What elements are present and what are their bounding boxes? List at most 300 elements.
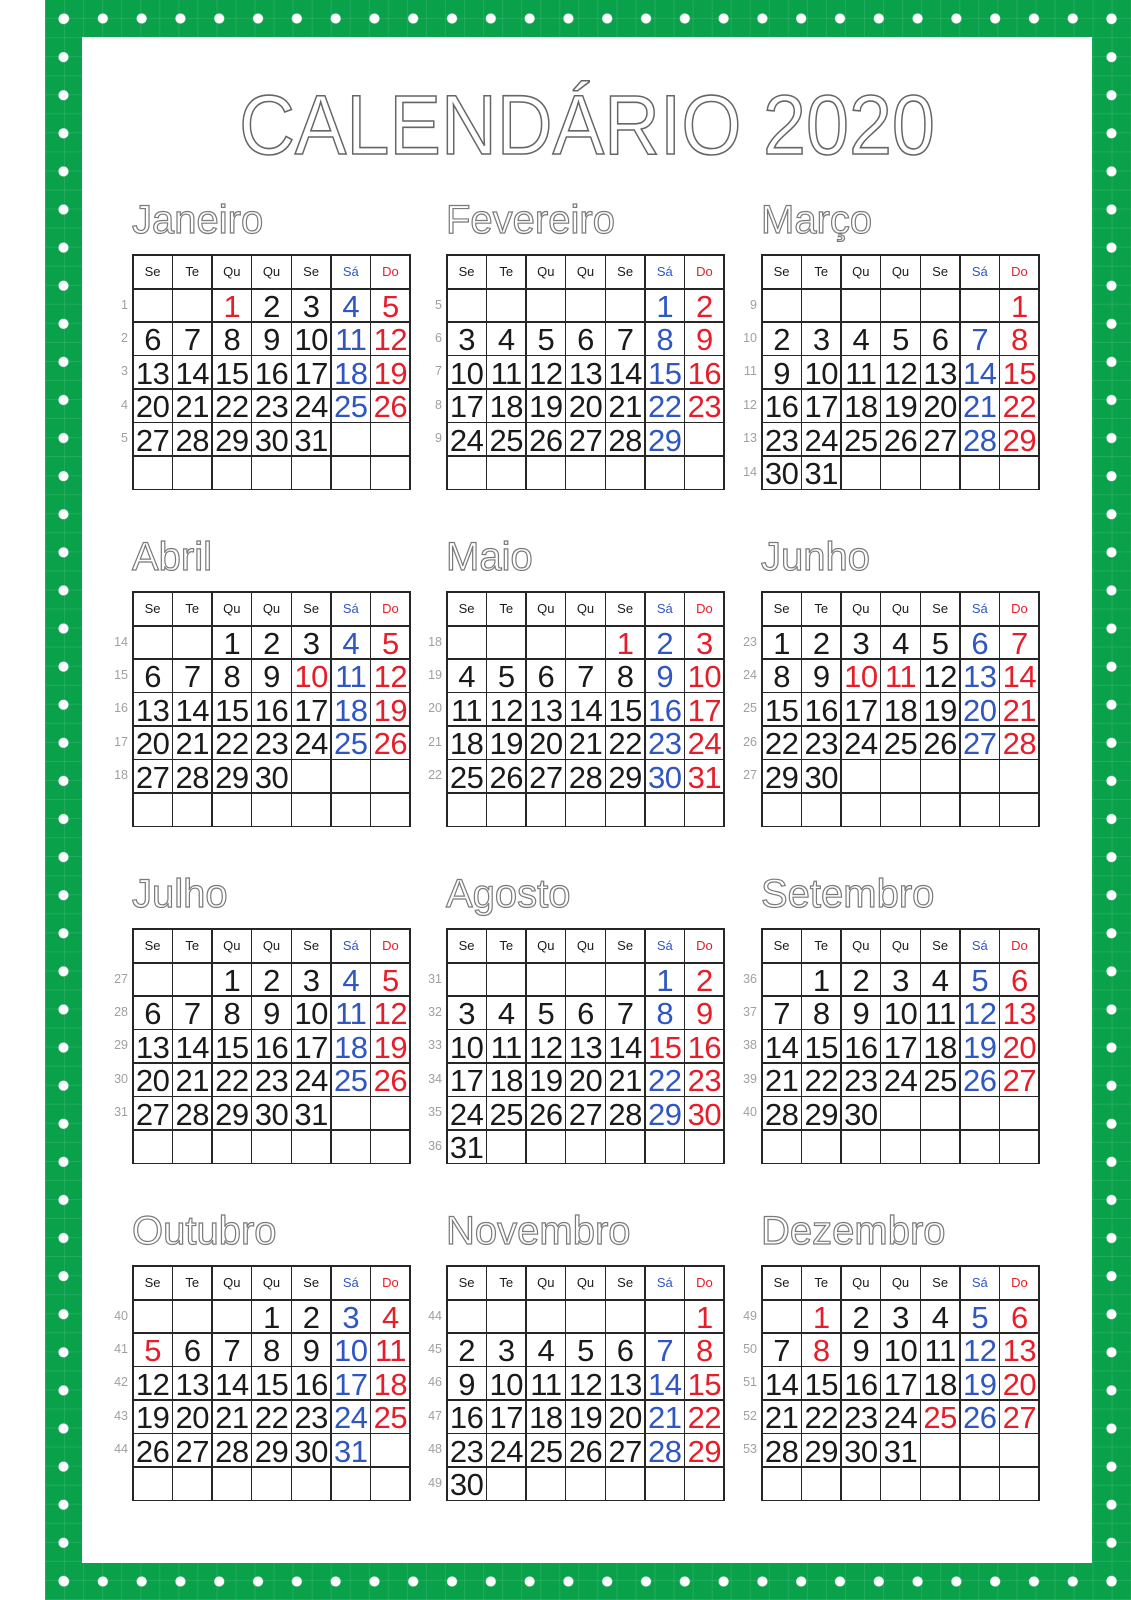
day-cell: 22 [213,1064,251,1096]
day-cell: 28 [763,1097,801,1129]
day-cell: 13 [173,1367,211,1399]
day-cell: 17 [292,1030,330,1062]
week-number: 32 [428,1004,442,1019]
day-cell: 13 [961,660,999,692]
day-cell [606,794,644,826]
day-cell: 21 [606,390,644,422]
weekday-header: Se [448,593,486,626]
week-number: 7 [435,364,442,379]
day-cell: 27 [134,760,172,792]
day-cell [921,1131,959,1163]
day-cell: 24 [842,727,880,759]
day-cell: 19 [134,1401,172,1433]
weekday-header: Sá [646,1267,684,1300]
weekday-header: Te [487,593,525,626]
day-cell: 17 [292,693,330,725]
day-cell: 15 [763,693,801,725]
month-grid [132,254,411,490]
month-name: Dezembro [761,1209,946,1253]
day-cell [842,1131,880,1163]
day-cell: 23 [802,727,840,759]
week-number: 49 [743,1308,757,1323]
day-cell [371,1097,409,1129]
day-cell: 29 [213,760,251,792]
day-cell: 22 [685,1401,723,1433]
day-cell: 8 [213,997,251,1029]
day-cell: 1 [646,290,684,322]
week-number: 15 [114,667,128,682]
day-cell: 9 [252,660,290,692]
day-cell: 13 [606,1367,644,1399]
day-cell: 13 [921,356,959,388]
weekday-header: Qu [566,256,604,289]
day-cell: 20 [566,390,604,422]
day-cell: 18 [921,1367,959,1399]
day-cell: 25 [921,1064,959,1096]
week-number: 1 [121,297,128,312]
day-cell: 24 [881,1401,919,1433]
day-cell: 13 [566,356,604,388]
weekday-header: Qu [881,593,919,626]
day-cell: 25 [921,1401,959,1433]
week-number: 47 [428,1408,442,1423]
day-cell: 19 [881,390,919,422]
month-grid [446,928,725,1164]
day-cell: 5 [487,660,525,692]
day-cell: 7 [566,660,604,692]
weekday-header: Do [685,593,723,626]
day-cell [802,1468,840,1500]
day-cell [881,457,919,489]
day-cell: 11 [881,660,919,692]
day-cell: 17 [332,1367,370,1399]
week-number [733,1131,757,1163]
weekday-header: Te [173,1267,211,1300]
day-cell: 28 [961,423,999,455]
day-cell: 1 [802,1301,840,1333]
day-cell: 7 [606,323,644,355]
day-cell: 23 [842,1401,880,1433]
day-cell: 30 [842,1434,880,1466]
weekday-header: Te [802,1267,840,1300]
week-number: 43 [114,1408,128,1423]
month-grid [132,1265,411,1501]
day-cell [763,290,801,322]
day-cell: 14 [606,356,644,388]
day-cell: 31 [292,423,330,455]
weekday-header: Do [1000,1267,1038,1300]
day-cell [961,1468,999,1500]
day-cell: 9 [292,1334,330,1366]
border-dots-left [45,0,82,1600]
day-cell [448,290,486,322]
day-cell: 4 [881,627,919,659]
day-cell: 29 [802,1097,840,1129]
day-cell: 2 [842,1301,880,1333]
week-number: 8 [435,397,442,412]
day-cell: 7 [173,660,211,692]
day-cell [685,794,723,826]
day-cell: 14 [1000,660,1038,692]
day-cell: 3 [448,997,486,1029]
day-cell [527,627,565,659]
day-cell: 9 [763,356,801,388]
week-number: 36 [743,971,757,986]
week-number: 17 [114,734,128,749]
weekday-header: Sá [646,256,684,289]
day-cell [487,1131,525,1163]
day-cell: 14 [213,1367,251,1399]
weekday-header: Qu [881,1267,919,1300]
day-cell [173,290,211,322]
weekday-header: Qu [566,930,604,963]
weekday-header: Sá [646,930,684,963]
day-cell: 9 [252,323,290,355]
weekday-header: Se [921,256,959,289]
day-cell: 22 [213,390,251,422]
week-number [104,794,128,826]
day-cell: 10 [292,660,330,692]
day-cell: 8 [763,660,801,692]
weekday-header: Se [134,930,172,963]
day-cell [448,627,486,659]
week-number: 23 [743,634,757,649]
day-cell [566,1468,604,1500]
weekday-header: Se [292,1267,330,1300]
day-cell [842,290,880,322]
day-cell: 3 [487,1334,525,1366]
day-cell [566,627,604,659]
day-cell: 25 [527,1434,565,1466]
day-cell [763,964,801,996]
weekday-header: Do [371,593,409,626]
day-cell: 21 [763,1401,801,1433]
day-cell: 3 [802,323,840,355]
day-cell: 26 [961,1401,999,1433]
day-cell: 28 [173,1097,211,1129]
day-cell [1000,1468,1038,1500]
day-cell [252,1131,290,1163]
day-cell: 15 [685,1367,723,1399]
day-cell: 8 [685,1334,723,1366]
day-cell [448,794,486,826]
day-cell: 21 [213,1401,251,1433]
week-number: 30 [114,1071,128,1086]
day-cell: 7 [763,1334,801,1366]
weekday-header: Te [173,593,211,626]
day-cell: 15 [646,1030,684,1062]
weekday-header: Qu [527,256,565,289]
day-cell: 23 [763,423,801,455]
month-name: Outubro [132,1209,277,1253]
day-cell [527,794,565,826]
weekday-header: Se [763,1267,801,1300]
day-cell: 7 [173,997,211,1029]
day-cell [134,1468,172,1500]
day-cell: 28 [646,1434,684,1466]
day-cell: 18 [371,1367,409,1399]
day-cell: 20 [1000,1367,1038,1399]
day-cell: 21 [173,727,211,759]
day-cell [881,760,919,792]
week-number: 21 [428,734,442,749]
day-cell: 17 [881,1030,919,1062]
day-cell: 6 [566,997,604,1029]
week-number: 33 [428,1038,442,1053]
day-cell: 28 [1000,727,1038,759]
day-cell: 23 [252,1064,290,1096]
day-cell: 16 [252,356,290,388]
day-cell: 14 [961,356,999,388]
day-cell [961,1097,999,1129]
day-cell [881,290,919,322]
day-cell [213,457,251,489]
week-number: 27 [743,768,757,783]
day-cell: 25 [332,1064,370,1096]
day-cell [448,1301,486,1333]
day-cell: 19 [961,1367,999,1399]
weekday-header: Qu [566,1267,604,1300]
day-cell [921,1434,959,1466]
day-cell: 31 [881,1434,919,1466]
day-cell: 25 [487,423,525,455]
day-cell [292,794,330,826]
day-cell: 11 [487,356,525,388]
day-cell: 29 [213,1097,251,1129]
border-dots-right [1092,0,1131,1600]
day-cell: 13 [134,1030,172,1062]
day-cell: 8 [802,997,840,1029]
day-cell: 19 [921,693,959,725]
weekday-header: Qu [252,593,290,626]
week-number: 34 [428,1071,442,1086]
day-cell: 29 [802,1434,840,1466]
week-number [104,1468,128,1500]
weekday-header: Qu [881,256,919,289]
weekday-header: Qu [842,930,880,963]
week-number: 31 [114,1105,128,1120]
day-cell: 18 [448,727,486,759]
day-cell: 20 [961,693,999,725]
day-cell [332,423,370,455]
day-cell: 4 [921,964,959,996]
day-cell: 23 [252,727,290,759]
day-cell: 27 [606,1434,644,1466]
day-cell: 12 [961,997,999,1029]
day-cell [371,794,409,826]
week-number: 28 [114,1004,128,1019]
weekday-header: Sá [332,593,370,626]
day-cell: 2 [252,290,290,322]
day-cell [646,1301,684,1333]
day-cell: 31 [448,1131,486,1163]
day-cell: 15 [213,693,251,725]
week-number: 45 [428,1341,442,1356]
day-cell [921,1097,959,1129]
day-cell: 23 [252,390,290,422]
day-cell [961,457,999,489]
day-cell: 31 [292,1097,330,1129]
day-cell [646,457,684,489]
week-number: 42 [114,1375,128,1390]
day-cell: 9 [252,997,290,1029]
day-cell: 20 [134,1064,172,1096]
day-cell: 4 [448,660,486,692]
day-cell: 13 [134,693,172,725]
weekday-header: Se [448,256,486,289]
day-cell [487,627,525,659]
day-cell: 26 [527,423,565,455]
week-number: 11 [744,364,757,379]
weekday-header: Te [173,256,211,289]
day-cell [646,1468,684,1500]
day-cell [371,423,409,455]
day-cell: 21 [1000,693,1038,725]
day-cell [1000,457,1038,489]
day-cell [371,760,409,792]
day-cell [961,1434,999,1466]
day-cell: 1 [646,964,684,996]
weekday-header: Se [763,930,801,963]
day-cell [173,1468,211,1500]
day-cell: 5 [566,1334,604,1366]
weekday-header: Sá [332,930,370,963]
day-cell: 6 [527,660,565,692]
day-cell: 14 [173,1030,211,1062]
day-cell: 25 [448,760,486,792]
day-cell: 12 [487,693,525,725]
day-cell: 18 [921,1030,959,1062]
weekday-header: Sá [961,1267,999,1300]
day-cell: 20 [1000,1030,1038,1062]
day-cell: 12 [961,1334,999,1366]
day-cell: 21 [646,1401,684,1433]
month-name: Abril [132,535,213,579]
day-cell: 11 [332,997,370,1029]
weekday-header: Se [292,593,330,626]
day-cell: 5 [961,964,999,996]
day-cell: 8 [1000,323,1038,355]
week-number: 41 [114,1341,128,1356]
weekday-header: Se [606,593,644,626]
day-cell: 10 [332,1334,370,1366]
day-cell [606,1301,644,1333]
day-cell: 29 [252,1434,290,1466]
day-cell: 14 [763,1030,801,1062]
day-cell: 26 [881,423,919,455]
day-cell [646,1131,684,1163]
day-cell: 6 [961,627,999,659]
day-cell: 11 [842,356,880,388]
week-number [104,457,128,489]
day-cell: 1 [763,627,801,659]
border-dots-bottom [45,1563,1131,1600]
day-cell: 13 [134,356,172,388]
day-cell [802,290,840,322]
day-cell [1000,794,1038,826]
weekday-header: Qu [881,930,919,963]
day-cell [527,457,565,489]
day-cell: 16 [685,1030,723,1062]
day-cell: 7 [213,1334,251,1366]
day-cell: 30 [292,1434,330,1466]
day-cell: 30 [252,760,290,792]
day-cell: 22 [213,727,251,759]
day-cell: 19 [371,356,409,388]
day-cell: 19 [371,1030,409,1062]
month-name: Setembro [761,872,935,916]
day-cell: 9 [646,660,684,692]
day-cell: 26 [371,1064,409,1096]
day-cell: 2 [685,964,723,996]
weekday-header: Sá [646,593,684,626]
day-cell [763,1468,801,1500]
day-cell: 20 [606,1401,644,1433]
day-cell: 4 [527,1334,565,1366]
month-grid [761,254,1040,490]
week-number: 25 [743,701,757,716]
week-number: 49 [428,1475,442,1490]
weekday-header: Se [921,1267,959,1300]
day-cell: 13 [566,1030,604,1062]
day-cell: 24 [448,423,486,455]
week-number: 27 [114,971,128,986]
day-cell: 6 [1000,1301,1038,1333]
day-cell [685,1468,723,1500]
day-cell: 27 [134,1097,172,1129]
weekday-header: Do [685,930,723,963]
week-number: 5 [121,431,128,446]
weekday-header: Se [763,593,801,626]
day-cell: 5 [881,323,919,355]
weekday-header: Qu [252,1267,290,1300]
day-cell [292,1131,330,1163]
day-cell: 27 [1000,1064,1038,1096]
day-cell: 24 [802,423,840,455]
month-name: Agosto [446,872,571,916]
week-number: 53 [743,1442,757,1457]
day-cell [213,1131,251,1163]
day-cell [213,1468,251,1500]
day-cell: 8 [802,1334,840,1366]
day-cell: 11 [332,323,370,355]
month-name: Novembro [446,1209,631,1253]
month-grid [446,591,725,827]
day-cell: 5 [134,1334,172,1366]
day-cell [842,760,880,792]
weekday-header: Do [371,1267,409,1300]
day-cell: 26 [371,727,409,759]
day-cell: 30 [842,1097,880,1129]
weekday-header: Te [802,256,840,289]
day-cell: 31 [685,760,723,792]
day-cell [134,1131,172,1163]
day-cell [134,964,172,996]
day-cell: 15 [213,1030,251,1062]
day-cell [252,457,290,489]
day-cell [842,794,880,826]
day-cell: 22 [646,390,684,422]
day-cell: 18 [332,356,370,388]
day-cell: 18 [881,693,919,725]
day-cell: 18 [487,390,525,422]
day-cell [527,964,565,996]
day-cell: 29 [646,1097,684,1129]
day-cell [685,1131,723,1163]
day-cell: 16 [292,1367,330,1399]
day-cell: 10 [448,356,486,388]
day-cell: 25 [332,390,370,422]
